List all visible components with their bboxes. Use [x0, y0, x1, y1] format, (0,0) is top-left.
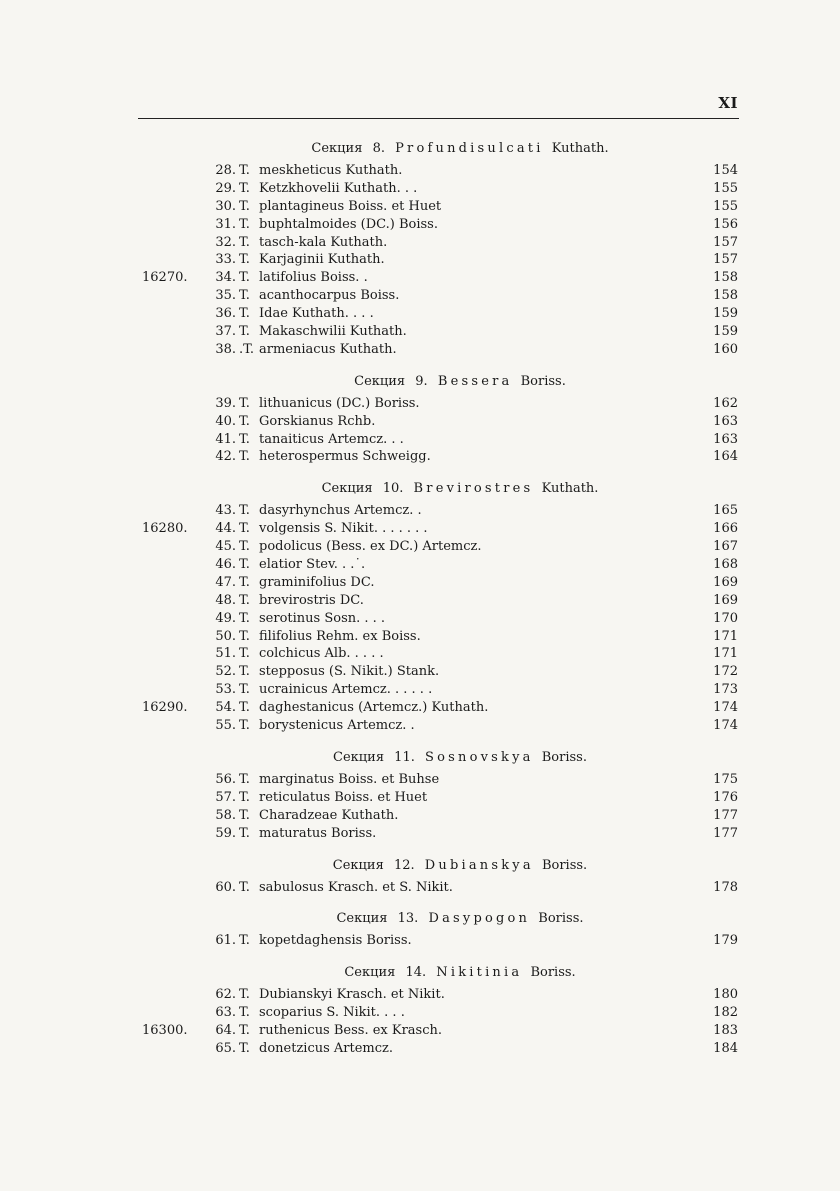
toc-entry — [0, 162, 840, 180]
entry-genus: T. — [239, 503, 250, 519]
entry-name: acanthocarpus Boiss. — [259, 288, 400, 304]
entry-genus: T. — [239, 1005, 250, 1021]
entry-number: 58. — [215, 807, 236, 823]
section-prefix: Секция — [332, 857, 384, 873]
toc-entry — [0, 341, 840, 359]
toc-entry — [0, 502, 840, 520]
section-author: Kuthath. — [551, 141, 609, 156]
entry-genus: T. — [239, 288, 250, 304]
entry-number: 39. — [215, 395, 236, 411]
entry-number: 35. — [215, 288, 236, 304]
entry-genus: T. — [239, 198, 250, 214]
section-author: Boriss. — [538, 911, 584, 927]
section-author: Boriss. — [541, 857, 588, 873]
entry-number: 64. — [215, 1023, 236, 1039]
entry-number: 61. — [215, 933, 236, 949]
entry-name: lithuanicus (DC.) Boriss. — [259, 395, 420, 411]
section — [0, 476, 840, 735]
entry-genus: T. — [239, 180, 250, 196]
entry-number: 46. — [215, 557, 236, 573]
entry-name: kopetdaghensis Boriss. — [259, 933, 412, 949]
toc-entry — [0, 216, 840, 234]
section-author: Boriss. — [541, 749, 587, 765]
entry-number: 38. — [215, 341, 236, 357]
entry-genus: T. — [239, 807, 250, 823]
header-rule — [138, 118, 739, 119]
toc-entry — [0, 198, 840, 216]
entry-page: 176 — [713, 789, 738, 805]
entry-page: 183 — [713, 1023, 738, 1039]
entry-number: 43. — [215, 503, 236, 519]
entry-code: 16290. — [142, 700, 188, 716]
entry-number: 50. — [215, 628, 236, 644]
toc-entry — [0, 556, 840, 574]
entry-page: 169 — [713, 592, 738, 608]
entry-number: 53. — [215, 682, 236, 698]
entry-page: 174 — [713, 700, 738, 716]
entry-number: 29. — [215, 180, 236, 196]
section-number: 8. — [372, 141, 385, 156]
entry-page: 154 — [713, 163, 738, 178]
toc-entry — [0, 269, 840, 287]
section-heading — [0, 853, 840, 879]
entry-number: 49. — [215, 610, 236, 626]
entry-page: 171 — [713, 628, 738, 644]
entry-code: 16280. — [142, 521, 188, 537]
entry-number: 28. — [215, 163, 236, 178]
section-number: 10. — [382, 481, 404, 497]
entry-page: 155 — [713, 198, 738, 214]
entry-name: podolicus (Bess. ex DC.) Artemcz. — [259, 539, 482, 555]
entry-page: 175 — [713, 771, 738, 787]
entry-page: 157 — [713, 252, 738, 268]
toc-entry — [0, 395, 840, 413]
entry-name: armeniacus Kuthath. — [259, 341, 397, 357]
entry-name: reticulatus Boiss. et Huet — [259, 789, 428, 805]
entry-genus: T. — [239, 431, 250, 447]
entry-genus: T. — [239, 234, 250, 250]
entry-name: donetzicus Artemcz. — [259, 1040, 394, 1056]
entry-name: dasyrhynchus Artemcz. . — [259, 503, 422, 519]
toc-entry — [0, 1022, 840, 1040]
entry-genus: T. — [239, 628, 250, 644]
toc-entry — [0, 663, 840, 681]
entry-number: 33. — [215, 252, 236, 268]
entry-genus: T. — [239, 270, 250, 286]
entry-genus: T. — [239, 324, 250, 340]
section-prefix: Секция — [311, 141, 363, 156]
toc-entry — [0, 287, 840, 305]
entry-page: 163 — [713, 431, 738, 447]
entry-name: Idae Kuthath. . . . — [259, 306, 374, 322]
entry-page: 178 — [713, 879, 738, 895]
entry-page: 155 — [713, 180, 738, 196]
entry-number: 63. — [215, 1005, 236, 1021]
toc-entry — [0, 681, 840, 699]
toc-entry — [0, 431, 840, 449]
toc-entry — [0, 574, 840, 592]
entry-page: 170 — [713, 610, 738, 626]
entry-number: 30. — [215, 198, 236, 214]
entry-genus: T. — [239, 592, 250, 608]
entry-name: tasch-kala Kuthath. — [259, 234, 388, 250]
section-prefix: Секция — [354, 373, 406, 389]
toc-entry — [0, 448, 840, 466]
entry-name: colchicus Alb. . . . . — [259, 646, 384, 662]
toc-entry — [0, 986, 840, 1004]
entry-page: 164 — [713, 449, 738, 465]
entry-name: Ketzkhovelii Kuthath. . . — [259, 180, 418, 196]
entry-name: marginatus Boiss. et Buhse — [259, 771, 440, 787]
section-number: 12. — [393, 857, 415, 873]
entry-page: 180 — [713, 987, 738, 1003]
section-name: Profundisulcati — [395, 141, 544, 156]
entry-number: 48. — [215, 592, 236, 608]
entry-name: daghestanicus (Artemcz.) Kuthath. — [259, 700, 489, 716]
entry-genus: T. — [239, 574, 250, 590]
section-name: Dasypogon — [428, 911, 531, 927]
toc-entry — [0, 413, 840, 431]
entry-page: 179 — [713, 933, 738, 949]
entry-genus: T. — [239, 1040, 250, 1056]
toc-entry — [0, 251, 840, 269]
entry-page: 159 — [713, 324, 738, 340]
section-prefix: Секция — [344, 965, 396, 981]
toc-entry — [0, 825, 840, 843]
entry-page: 158 — [713, 270, 738, 286]
entry-name: volgensis S. Nikit. . . . . . . — [259, 521, 428, 537]
entry-genus: T. — [239, 771, 250, 787]
entry-name: heterospermus Schweigg. — [259, 449, 431, 465]
toc-entry — [0, 807, 840, 825]
entry-number: 60. — [215, 879, 236, 895]
entry-genus: T. — [239, 718, 250, 734]
entry-genus: T. — [239, 664, 250, 680]
entry-number: 62. — [215, 987, 236, 1003]
toc-entry — [0, 879, 840, 897]
section-heading — [0, 476, 840, 502]
toc-entry — [0, 305, 840, 323]
entry-number: 52. — [215, 664, 236, 680]
entry-genus: T. — [239, 789, 250, 805]
section — [0, 960, 840, 1058]
entry-number: 55. — [215, 718, 236, 734]
entry-page: 167 — [713, 539, 738, 555]
entry-name: stepposus (S. Nikit.) Stank. — [259, 664, 440, 680]
entry-page: 160 — [713, 341, 738, 357]
section-prefix: Секция — [333, 749, 385, 765]
entry-page: 177 — [713, 825, 738, 841]
entry-genus: .T. — [239, 341, 255, 357]
section-author: Kuthath. — [541, 481, 599, 497]
section-heading — [0, 745, 840, 771]
entry-genus: T. — [239, 700, 250, 716]
entry-page: 173 — [713, 682, 738, 698]
entry-genus: T. — [239, 395, 250, 411]
entry-page: 182 — [713, 1005, 738, 1021]
entry-name: Makaschwilii Kuthath. — [259, 324, 407, 340]
section-heading — [0, 136, 840, 162]
section-name: Brevirostres — [413, 481, 534, 497]
table-of-contents — [0, 136, 840, 1068]
entry-genus: T. — [239, 521, 250, 537]
entry-genus: T. — [239, 216, 250, 232]
entry-name: serotinus Sosn. . . . — [259, 610, 386, 626]
entry-genus: T. — [239, 557, 250, 573]
entry-name: plantagineus Boiss. et Huet — [259, 198, 442, 214]
entry-number: 37. — [215, 324, 236, 340]
entry-name: Gorskianus Rchb. — [259, 413, 376, 429]
entry-page: 162 — [713, 395, 738, 411]
entry-genus: T. — [239, 825, 250, 841]
entry-name: filifolius Rehm. ex Boiss. — [259, 628, 421, 644]
toc-entry — [0, 323, 840, 341]
section-name: Bessera — [437, 373, 513, 389]
toc-entry — [0, 1040, 840, 1058]
entry-number: 54. — [215, 700, 236, 716]
toc-entry — [0, 789, 840, 807]
entry-page: 168 — [713, 557, 738, 573]
entry-number: 44. — [215, 521, 236, 537]
entry-genus: T. — [239, 539, 250, 555]
entry-page: 156 — [713, 216, 738, 232]
toc-entry — [0, 717, 840, 735]
section — [0, 136, 840, 359]
entry-genus: T. — [239, 933, 250, 949]
toc-entry — [0, 538, 840, 556]
section-heading — [0, 960, 840, 986]
section-name: Nikitinia — [436, 965, 523, 981]
section — [0, 369, 840, 467]
entry-page: 157 — [713, 234, 738, 250]
entry-page: 158 — [713, 288, 738, 304]
entry-name: graminifolius DC. — [259, 574, 375, 590]
entry-number: 32. — [215, 234, 236, 250]
entry-name: maturatus Boriss. — [259, 825, 377, 841]
entry-name: Charadzeae Kuthath. — [259, 807, 399, 823]
toc-entry — [0, 520, 840, 538]
entry-number: 41. — [215, 431, 236, 447]
toc-entry — [0, 771, 840, 789]
entry-number: 47. — [215, 574, 236, 590]
entry-code: 16270. — [142, 270, 188, 286]
toc-entry — [0, 699, 840, 717]
entry-name: ucrainicus Artemcz. . . . . . — [259, 682, 433, 698]
entry-name: scoparius S. Nikit. . . . — [259, 1005, 405, 1021]
section-prefix: Секция — [336, 911, 388, 927]
section-heading — [0, 906, 840, 932]
entry-page: 165 — [713, 503, 738, 519]
toc-entry — [0, 234, 840, 252]
entry-number: 34. — [215, 270, 236, 286]
entry-page: 174 — [713, 718, 738, 734]
entry-name: meskheticus Kuthath. — [259, 163, 403, 178]
entry-number: 65. — [215, 1040, 236, 1056]
section-name: Sosnovskya — [425, 749, 534, 765]
toc-entry — [0, 628, 840, 646]
entry-page: 177 — [713, 807, 738, 823]
entry-genus: T. — [239, 306, 250, 322]
entry-name: latifolius Boiss. . — [259, 270, 368, 286]
toc-entry — [0, 1004, 840, 1022]
entry-name: borystenicus Artemcz. . — [259, 718, 415, 734]
toc-entry — [0, 592, 840, 610]
entry-genus: T. — [239, 987, 250, 1003]
entry-page: 184 — [713, 1040, 738, 1056]
section-number: 14. — [405, 965, 427, 981]
section-heading — [0, 369, 840, 395]
entry-name: elatior Stev. . .˙. — [259, 557, 366, 573]
entry-number: 36. — [215, 306, 236, 322]
toc-entry — [0, 610, 840, 628]
entry-number: 59. — [215, 825, 236, 841]
entry-genus: T. — [239, 879, 250, 895]
toc-entry — [0, 645, 840, 663]
section — [0, 906, 840, 950]
entry-code: 16300. — [142, 1023, 188, 1039]
entry-genus: T. — [239, 610, 250, 626]
entry-number: 45. — [215, 539, 236, 555]
toc-entry — [0, 180, 840, 198]
entry-page: 169 — [713, 574, 738, 590]
entry-genus: T. — [239, 163, 250, 178]
entry-number: 56. — [215, 771, 236, 787]
entry-number: 51. — [215, 646, 236, 662]
entry-genus: T. — [239, 449, 250, 465]
entry-number: 31. — [215, 216, 236, 232]
section-number: 9. — [415, 373, 428, 389]
entry-number: 57. — [215, 789, 236, 805]
entry-genus: T. — [239, 646, 250, 662]
toc-entry — [0, 932, 840, 950]
section-number: 13. — [397, 911, 419, 927]
entry-number: 40. — [215, 413, 236, 429]
entry-name: buphtalmoides (DC.) Boiss. — [259, 216, 438, 232]
section — [0, 853, 840, 897]
section-author: Boriss. — [520, 373, 566, 389]
entry-page: 163 — [713, 413, 738, 429]
section-number: 11. — [394, 749, 415, 765]
section-prefix: Секция — [321, 481, 373, 497]
section — [0, 745, 840, 843]
entry-name: ruthenicus Bess. ex Krasch. — [259, 1023, 443, 1039]
entry-name: tanaiticus Artemcz. . . — [259, 431, 404, 447]
entry-genus: T. — [239, 252, 250, 268]
entry-name: sabulosus Krasch. et S. Nikit. — [259, 879, 453, 895]
entry-genus: T. — [239, 1023, 250, 1039]
entry-name: Karjaginii Kuthath. — [259, 252, 385, 268]
section-author: Boriss. — [530, 965, 576, 981]
entry-name: Dubianskyi Krasch. et Nikit. — [259, 987, 445, 1003]
entry-page: 159 — [713, 306, 738, 322]
entry-page: 171 — [713, 646, 738, 662]
section-name: Dubianskya — [424, 857, 534, 873]
entry-page: 172 — [713, 664, 738, 680]
entry-genus: T. — [239, 682, 250, 698]
entry-number: 42. — [215, 449, 236, 465]
entry-page: 166 — [713, 521, 738, 537]
entry-genus: T. — [239, 413, 250, 429]
entry-name: brevirostris DC. — [259, 592, 364, 608]
page-number: XI — [718, 94, 738, 112]
